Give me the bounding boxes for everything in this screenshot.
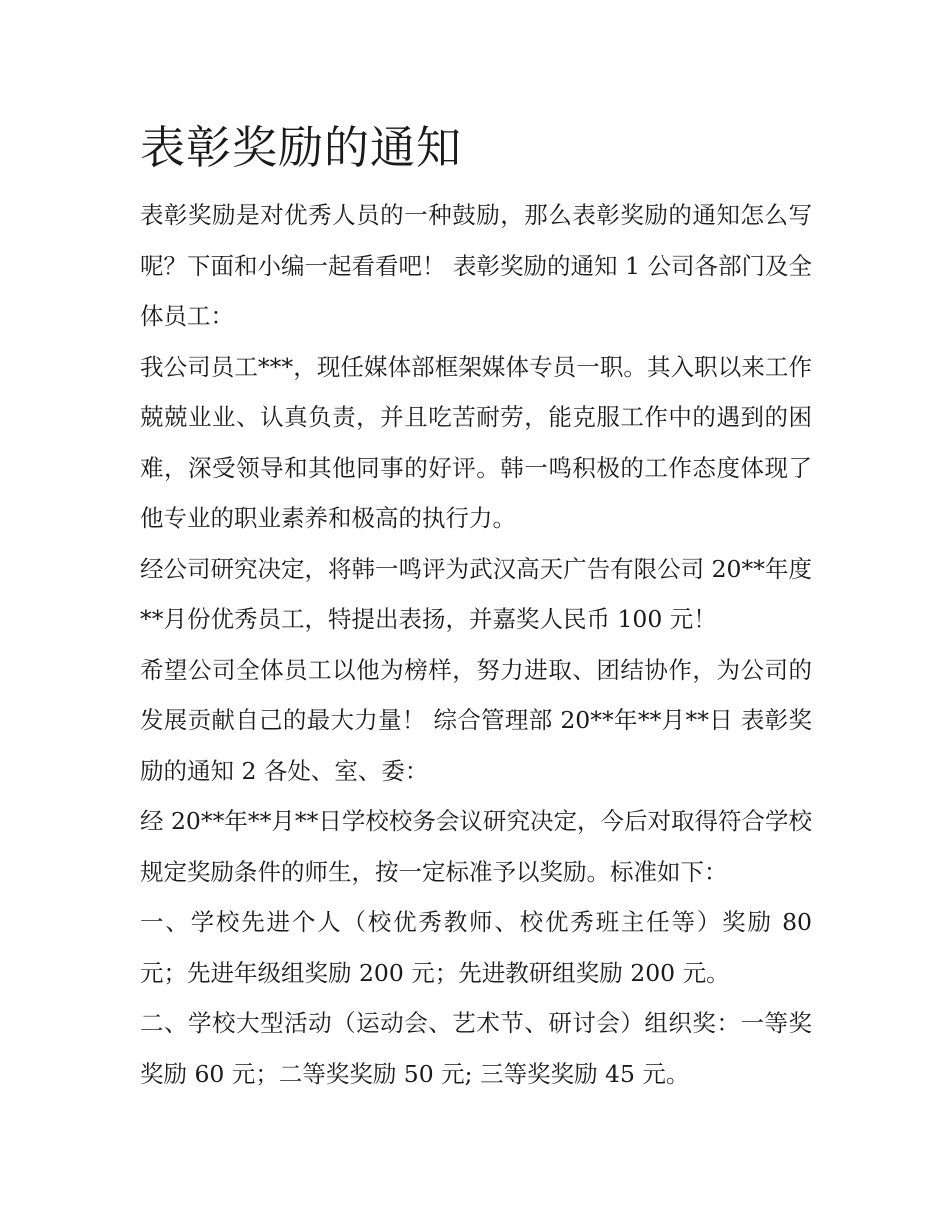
document-title: 表彰奖励的通知 xyxy=(140,121,463,174)
paragraph-intro: 表彰奖励是对优秀人员的一种鼓励，那么表彰奖励的通知怎么写呢？下面和小编一起看看吧！ 表彰奖励的通知 1 公司各部门及全体员工： xyxy=(140,201,812,330)
paragraph-employee: 我公司员工***，现任媒体部框架媒体专员一职。其入职以来工作兢兢业业、认真负责，并且吃苦耐劳，能克服工作中的遇到的困难，深受领导和其他同事的好评。韩一鸣积极的工作态度体现了他专业的职业素养和极高的执行力。 xyxy=(140,352,812,532)
paragraph-hope: 希望公司全体员工以他为榜样，努力进取、团结协作，为公司的发展贡献自己的最大力量！ 综合管理部 20**年**月**日 表彰奖励的通知 2 各处、室、委： xyxy=(140,655,812,785)
paragraph-item-two: 二、学校大型活动（运动会、艺术节、研讨会）组织奖：一等奖奖励 60 元；二等奖奖励 50 元; 三等奖奖励 45 元。 xyxy=(140,1009,812,1088)
document-page xyxy=(140,118,812,1099)
paragraph-school-decision: 经 20**年**月**日学校校务会议研究决定，今后对取得符合学校规定奖励条件的师生，按一定标准予以奖励。标准如下： xyxy=(140,807,812,886)
paragraph-decision: 经公司研究决定，将韩一鸣评为武汉高天广告有限公司 20**年度**月份优秀员工，特提出表扬，并嘉奖人民币 100 元！ xyxy=(140,554,812,633)
paragraph-item-one: 一、学校先进个人（校优秀教师、校优秀班主任等）奖励 80 元；先进年级组奖励 200 元；先进教研组奖励 200 元。 xyxy=(140,908,812,987)
